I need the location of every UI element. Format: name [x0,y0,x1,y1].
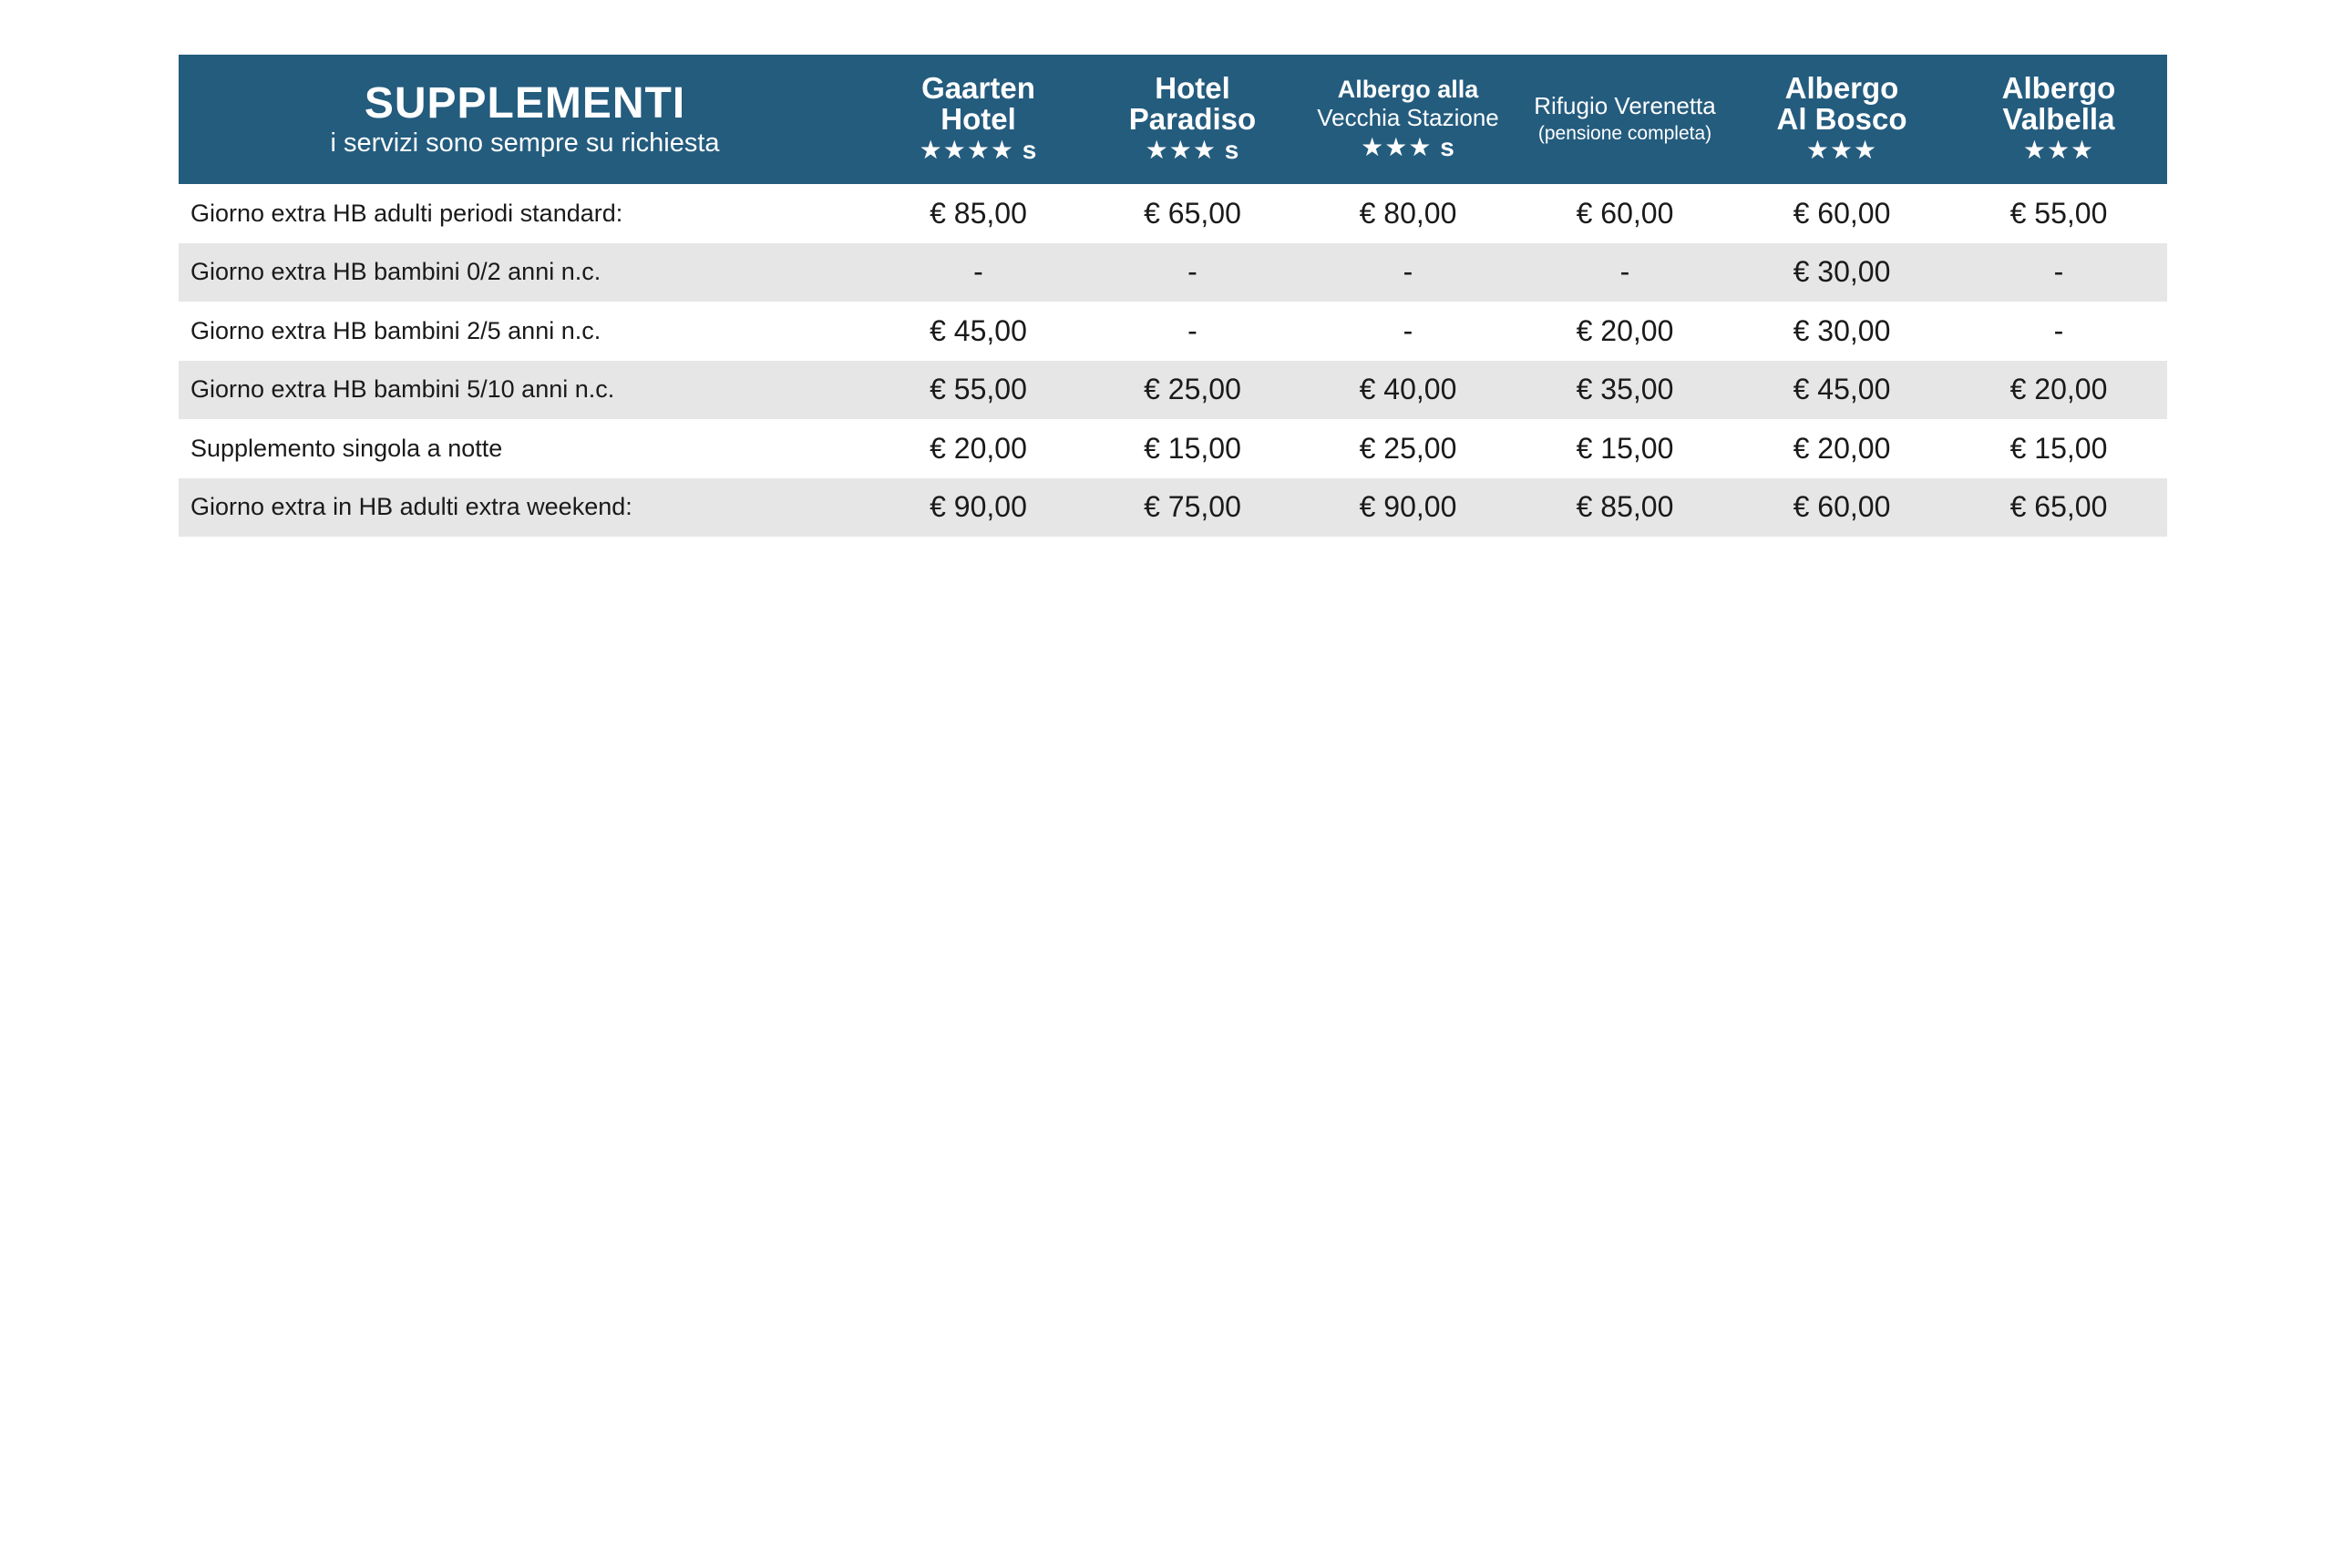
hotel-header-gaarten [871,55,1085,184]
price-cell: € 60,00 [1576,196,1674,230]
price-cell: € 30,00 [1793,313,1891,347]
table-row [179,302,2167,361]
price-cell: € 40,00 [1300,361,1516,420]
price-cell: - [1950,243,2167,302]
row-label: Giorno extra HB bambini 2/5 anni n.c. [190,316,601,344]
hotel-name-line2: Hotel [940,102,1016,136]
table-header-row [179,55,2167,184]
table-title: SUPPLEMENTI [364,79,686,128]
star-rating-icon: ★★★ s [1145,136,1240,164]
price-cell: € 15,00 [1576,431,1674,465]
price-cell: € 65,00 [1950,478,2167,538]
price-cell: € 25,00 [1085,361,1300,420]
hotel-header-valbella [1950,55,2167,184]
price-cell: € 55,00 [871,361,1085,420]
star-rating-icon: ★★★ s [1361,133,1455,161]
hotel-name-line1: Rifugio Verenetta [1534,92,1716,119]
price-cell: € 35,00 [1516,361,1733,420]
table-title-cell [179,55,871,184]
price-cell: - [1085,243,1300,302]
table-row [179,184,2167,243]
table-row [179,361,2167,420]
hotel-name-line1: Albergo alla [1337,76,1479,103]
hotel-name-line2: Paradiso [1128,102,1257,136]
price-cell: € 80,00 [1359,196,1457,230]
price-cell: € 75,00 [1085,478,1300,538]
star-rating-icon: ★★★ [2022,136,2095,164]
star-rating-icon: ★★★ [1805,136,1878,164]
hotel-header-vecchia-stazione [1300,55,1516,184]
table-subtitle: i servizi sono sempre su richiesta [330,128,720,158]
price-cell: € 60,00 [1793,196,1891,230]
price-cell: € 60,00 [1733,478,1950,538]
supplements-table [179,55,2167,537]
price-cell: € 30,00 [1733,243,1950,302]
price-cell: - [871,243,1085,302]
price-cell: € 85,00 [1516,478,1733,538]
hotel-name-line2: (pensione completa) [1537,123,1712,144]
price-cell: - [1403,313,1413,347]
price-cell: - [1300,243,1516,302]
row-label: Giorno extra HB bambini 5/10 anni n.c. [179,361,871,420]
price-cell: € 45,00 [930,313,1027,347]
price-cell: € 20,00 [1793,431,1891,465]
hotel-name-line1: Albergo [2001,71,2116,105]
hotel-name-line2: Vecchia Stazione [1317,104,1499,131]
row-label: Giorno extra HB bambini 0/2 anni n.c. [179,243,871,302]
hotel-name-line2: Al Bosco [1776,102,1907,136]
star-rating-icon: ★★★★ s [919,136,1038,164]
table-row [179,419,2167,478]
price-cell: - [1187,313,1197,347]
table-row [179,478,2167,538]
price-cell: € 90,00 [871,478,1085,538]
price-cell: € 45,00 [1733,361,1950,420]
price-cell: € 85,00 [930,196,1027,230]
price-cell: € 90,00 [1300,478,1516,538]
hotel-name-line1: Gaarten [921,71,1035,105]
hotel-header-al-bosco [1733,55,1950,184]
table-row [179,243,2167,302]
hotel-header-paradiso [1085,55,1300,184]
hotel-header-verenetta [1516,55,1733,184]
hotel-name-line1: Albergo [1784,71,1899,105]
price-cell: € 15,00 [2009,431,2108,465]
price-cell: € 20,00 [1950,361,2167,420]
row-label: Giorno extra HB adulti periodi standard: [190,199,623,227]
row-label: Supplemento singola a notte [190,434,503,462]
price-cell: € 65,00 [1144,196,1241,230]
price-cell: € 25,00 [1359,431,1457,465]
price-cell: € 15,00 [1144,431,1241,465]
price-cell: - [1516,243,1733,302]
price-cell: € 20,00 [1576,313,1674,347]
price-cell: € 55,00 [2009,196,2108,230]
price-cell: € 20,00 [930,431,1027,465]
price-cell: - [2053,313,2064,347]
supplements-table-container [179,55,2158,537]
hotel-name-line2: Valbella [2002,102,2115,136]
row-label: Giorno extra in HB adulti extra weekend: [179,478,871,538]
hotel-name-line1: Hotel [1155,71,1230,105]
